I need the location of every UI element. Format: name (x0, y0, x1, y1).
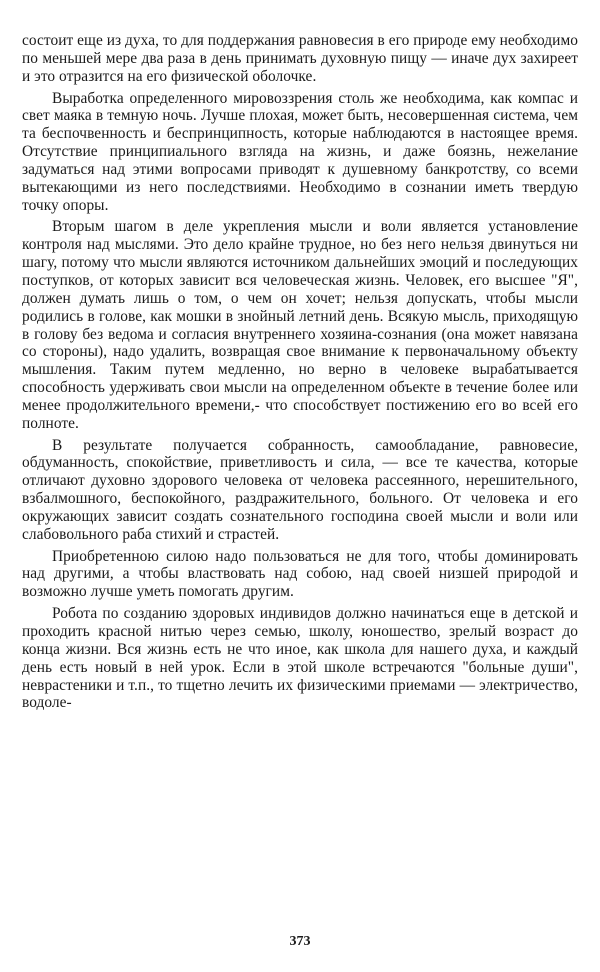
paragraph-5: Приобретенною силою надо пользоваться не для того, чтобы доминировать над другими, а чтобы властвовать над собою, над своей низшей природой и возможно лучше уметь помогать другим. (22, 547, 578, 601)
paragraph-6: Робота по созданию здоровых индивидов должно начинаться еще в детской и проходить красной нитью через семью, школу, юношество, зрелый возраст до конца жизни. Вся жизнь есть не что иное, как школа для нашего духа, и каждый день есть новый в ней урок. Если в этой школе встречаются "больные души", неврастеники и т.п., то тщетно лечить их физическими приемами — электричество, водоле- (22, 605, 578, 712)
page-body (22, 32, 578, 712)
paragraph-2: Выработка определенного мировоззрения столь же необходима, как компас и свет маяка в темную ночь. Лучше плохая, может быть, несовершенная система, чем та беспочвенность и беспринципность, которые наблюдаются в настоящее время. Отсутствие принципиального взгляда на жизнь, и даже боязнь, нежелание задуматься над этими вопросами приводят к душевному банкротству, со всеми вытекающими из него последствиями. Необходимо в сознании иметь твердую точку опоры. (22, 89, 578, 214)
paragraph-3: Вторым шагом в деле укрепления мысли и воли является установление контроля над мыслями. Это дело крайне трудное, но без него нельзя двинуться ни шагу, потому что мысли являются источником дальнейших эмоций и последующих поступков, от которых зависит вся человеческая жизнь. Человек, его высшее "Я", должен думать лишь о том, о чем он хочет; нельзя допускать, чтобы мысли родились в голове, как мошки в знойный летний день. Всякую мысль, приходящую в голову без ведома и согласия внутреннего хозяина-сознания (она может навязана со стороны), надо удалить, возвращая свое внимание к первоначальному объекту мышления. Таким путем медленно, но верно в человеке вырабатывается способность удерживать свои мысли на определенном объекте в течение более или менее продолжительного времени,- что способствует постижению его во всей его полноте. (22, 218, 578, 432)
page-number: 373 (289, 934, 311, 949)
paragraph-1: состоит еще из духа, то для поддержания равновесия в его природе ему необходимо по меньшей мере два раза в день принимать духовную пищу — иначе дух захиреет и это отразится на его физической оболочке. (22, 32, 578, 85)
paragraph-4: В результате получается собранность, самообладание, равновесие, обдуманность, спокойствие, приветливость и сила, — все те качества, которые отличают духовно здорового человека от человека рассеянного, нерешительного, взбалмошного, беспокойного, раздражительного, больного. От человека и его окружающих зависит создать сознательного господина своей мысли и воли или слабовольного раба стихий и страстей. (22, 436, 578, 543)
